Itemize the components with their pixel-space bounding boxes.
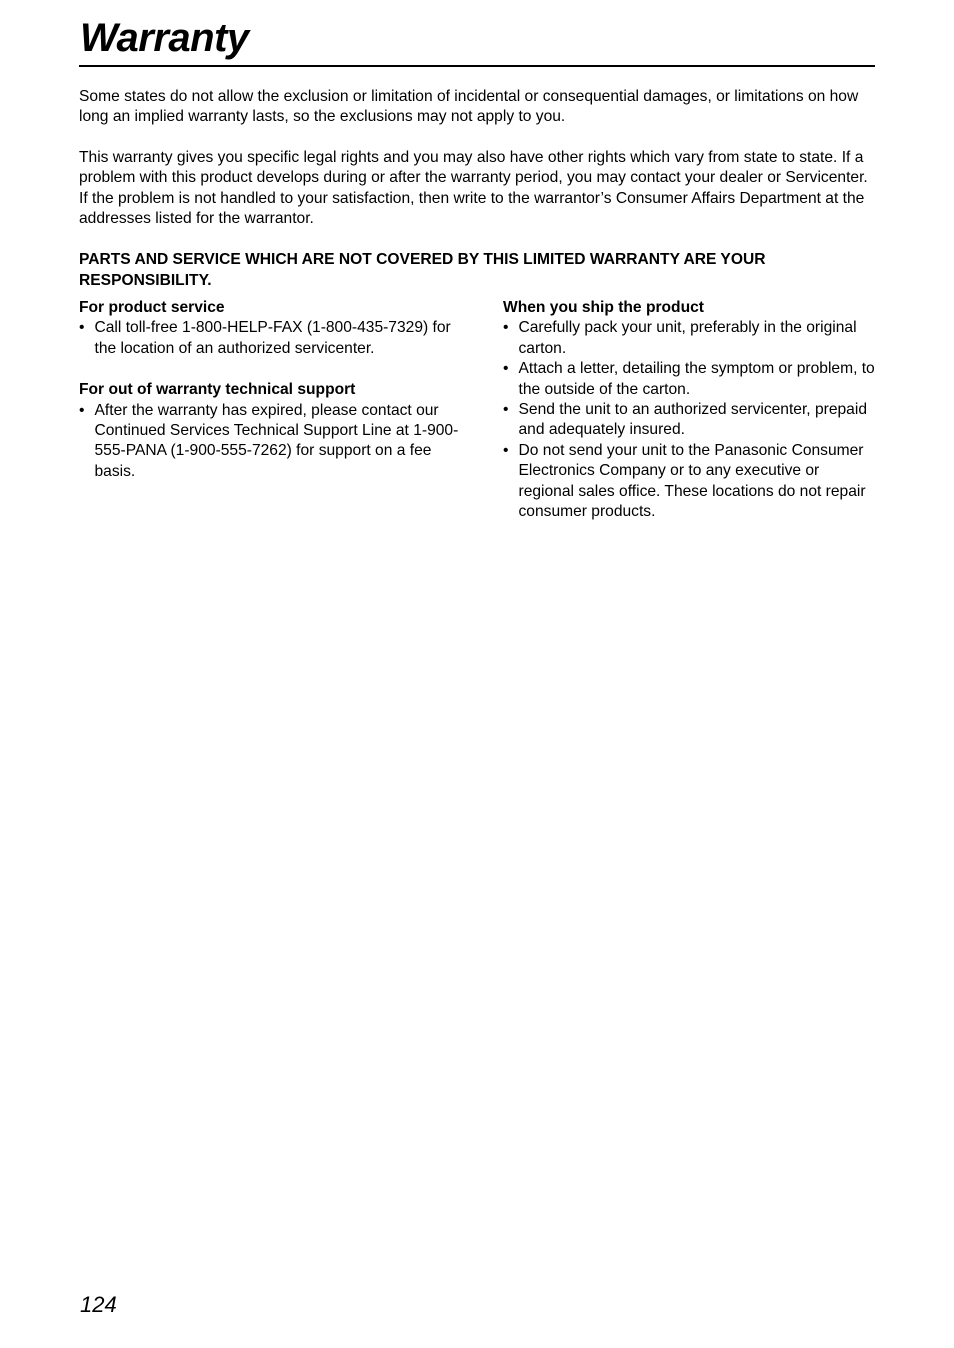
right-column [503,298,878,522]
bullet-icon: • [79,319,85,337]
spacer [79,359,459,380]
bullet-list [79,401,459,483]
bullet-icon: • [503,441,509,459]
list-item [503,441,878,523]
bullet-list [503,318,878,522]
page-title: Warranty [80,16,249,60]
list-item [503,318,878,359]
responsibility-notice: PARTS AND SERVICE WHICH ARE NOT COVERED BY THIS LIMITED WARRANTY ARE YOUR RESPONSIBILITY. [79,251,766,289]
section-shipping [503,298,878,522]
bullet-icon: • [503,319,509,337]
list-item [79,318,459,359]
section-heading: When you ship the product [503,299,704,316]
list-item-text: Carefully pack your unit, preferably in the original carton. [518,319,857,357]
paragraph-legal-rights: This warranty gives you specific legal rights and you may also have other rights which vary from state to state. If a problem with this product develops during or after the warranty period, you may contact your dealer or Servicenter. If the problem is not handled to your satisfaction, then write to the warrantor’s Consumer Affairs Department at the addresses listed for the warrantor. [79,149,868,228]
list-item-text: Send the unit to an authorized servicenter, prepaid and adequately insured. [518,401,867,439]
section-out-of-warranty [79,380,459,482]
paragraph-exclusions: Some states do not allow the exclusion or limitation of incidental or consequential damages, or limitations on how long an implied warranty lasts, so the exclusions may not apply to you. [79,88,859,126]
list-item [79,401,459,483]
section-heading: For product service [79,299,225,316]
section-heading: For out of warranty technical support [79,381,356,399]
page-number: 124 [80,1292,117,1317]
list-item-text: Call toll-free 1-800-HELP-FAX (1-800-435-7329) for the location of an authorized servicenter. [94,319,451,357]
title-divider [79,65,875,67]
list-item-text: Attach a letter, detailing the symptom or problem, to the outside of the carton. [518,360,875,398]
bullet-icon: • [503,401,509,419]
list-item-text: Do not send your unit to the Panasonic Consumer Electronics Company or to any executive or regional sales office. These locations do not repair consumer products. [518,441,866,521]
bullet-icon: • [79,401,85,419]
list-item [503,400,878,441]
bullet-icon: • [503,360,509,378]
list-item [503,359,878,400]
section-product-service [79,298,459,359]
bullet-list [79,318,459,359]
list-item-text: After the warranty has expired, please contact our Continued Services Technical Support Line at 1-900-555-PANA (1-900-555-7262) for support on a fee basis. [94,401,459,480]
left-column [79,298,459,482]
